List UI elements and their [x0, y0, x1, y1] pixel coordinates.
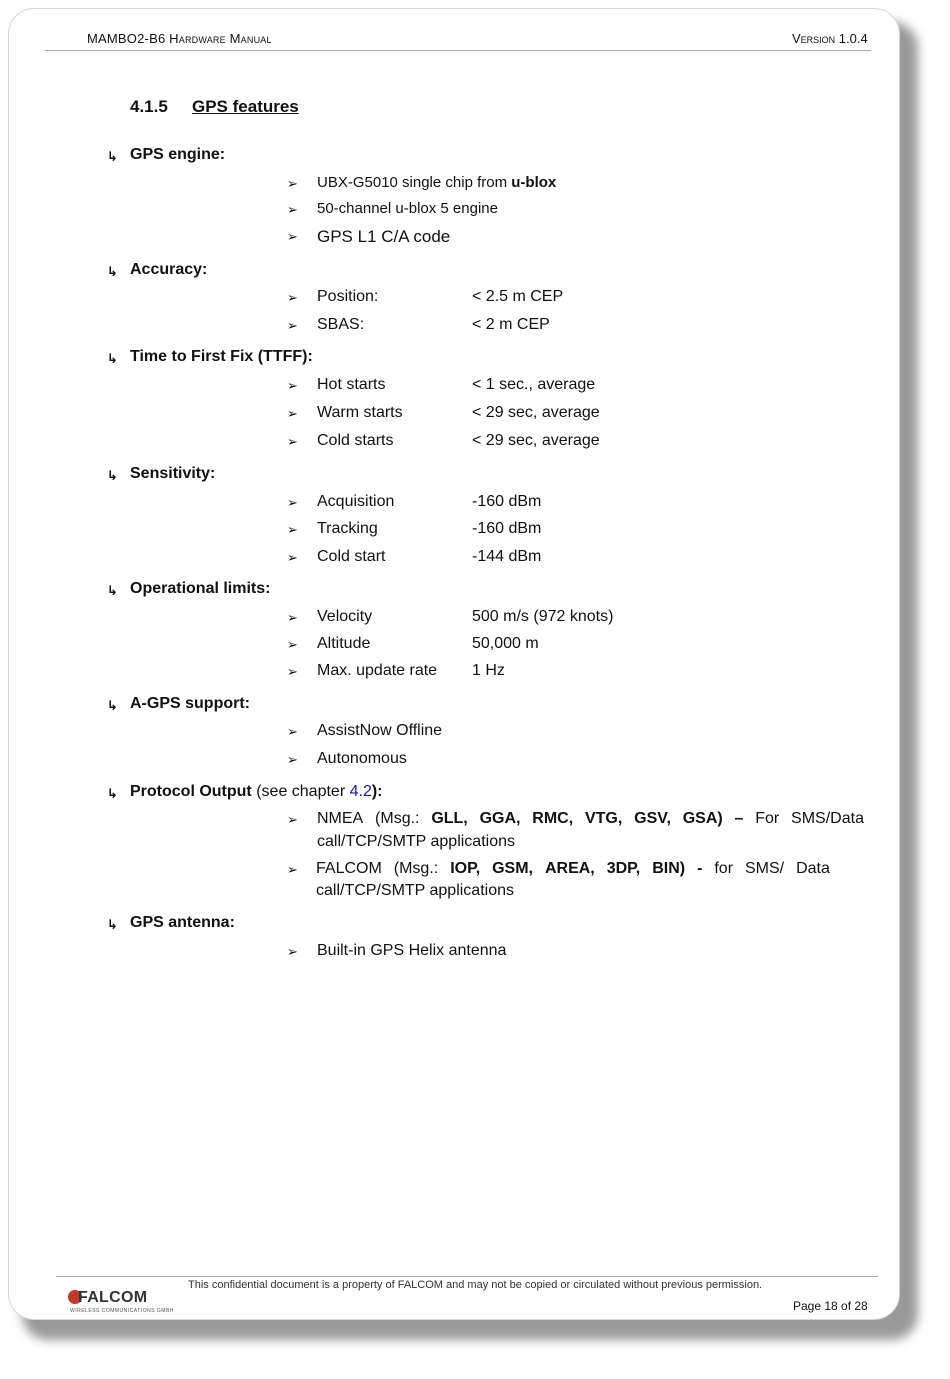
- pointing-hand-icon: ↳: [107, 351, 118, 366]
- list-item-value: -144 dBm: [472, 548, 542, 565]
- list-item-label: Hot starts: [317, 376, 386, 393]
- category-protocol-output: Protocol Output (see chapter 4.2):: [130, 783, 383, 800]
- list-item-label: Altitude: [317, 635, 371, 652]
- chapter-link[interactable]: 4.2: [349, 783, 372, 800]
- arrowhead-bullet-icon: ➢: [287, 637, 298, 652]
- category-ttff: Time to First Fix (TTFF):: [130, 348, 313, 365]
- arrowhead-bullet-icon: ➢: [287, 495, 298, 510]
- list-item: 50-channel u-blox 5 engine: [317, 200, 498, 217]
- running-header-version: Version 1.0.4: [792, 31, 868, 46]
- nmea-continuation: call/TCP/SMTP applications: [317, 833, 515, 850]
- list-item-label: Tracking: [317, 520, 378, 537]
- arrowhead-bullet-icon: ➢: [287, 229, 298, 244]
- list-item-label: Max. update rate: [317, 662, 438, 679]
- category-agps-support: A-GPS support:: [130, 695, 250, 712]
- list-item-value: 500 m/s (972 knots): [472, 608, 614, 625]
- list-item: GPS L1 C/A code: [317, 227, 451, 246]
- confidentiality-notice: This confidential document is a property of FALCOM and may not be copied or circulated without previous permission.: [188, 1279, 763, 1291]
- list-item-label: Velocity: [317, 608, 373, 625]
- list-item: Built-in GPS Helix antenna: [317, 942, 507, 959]
- arrowhead-bullet-icon: ➢: [287, 664, 298, 679]
- list-item-value: < 2.5 m CEP: [472, 288, 564, 305]
- arrowhead-bullet-icon: ➢: [287, 944, 298, 959]
- pointing-hand-icon: ↳: [107, 786, 118, 801]
- arrowhead-bullet-icon: ➢: [287, 752, 298, 767]
- section-title: GPS features: [192, 97, 299, 116]
- list-item-label: Acquisition: [317, 493, 395, 510]
- list-item-label: Warm starts: [317, 404, 403, 421]
- footer-divider: [56, 1276, 878, 1277]
- page-number: Page 18 of 28: [793, 1299, 868, 1313]
- section-number: 4.1.5: [130, 97, 168, 116]
- category-accuracy: Accuracy:: [130, 261, 208, 278]
- pointing-hand-icon: ↳: [107, 149, 118, 164]
- arrowhead-bullet-icon: ➢: [287, 610, 298, 625]
- category-gps-engine: GPS engine:: [130, 146, 226, 163]
- arrowhead-bullet-icon: ➢: [287, 378, 298, 393]
- list-item-value: -160 dBm: [472, 520, 542, 537]
- pointing-hand-icon: ↳: [107, 917, 118, 932]
- category-operational-limits: Operational limits:: [130, 580, 271, 597]
- list-item-label: Cold start: [317, 548, 386, 565]
- pointing-hand-icon: ↳: [107, 583, 118, 598]
- list-item-label: SBAS:: [317, 316, 365, 333]
- list-item-value: 1 Hz: [472, 662, 505, 679]
- arrowhead-bullet-icon: ➢: [287, 202, 298, 217]
- list-item-label: Position:: [317, 288, 379, 305]
- arrowhead-bullet-icon: ➢: [287, 862, 298, 877]
- logo-subtitle: WIRELESS COMMUNICATIONS GMBH: [70, 1308, 174, 1314]
- arrowhead-bullet-icon: ➢: [287, 290, 298, 305]
- list-item: Autonomous: [317, 750, 407, 767]
- header-divider: [45, 50, 871, 51]
- pointing-hand-icon: ↳: [107, 468, 118, 483]
- list-item-value: < 29 sec, average: [472, 432, 600, 449]
- list-item-value: < 29 sec, average: [472, 404, 600, 421]
- list-item-value: -160 dBm: [472, 493, 542, 510]
- falcom-line: FALCOM (Msg.: IOP, GSM, AREA, 3DP, BIN) - for SMS/ Data: [316, 860, 830, 877]
- pointing-hand-icon: ↳: [107, 264, 118, 279]
- list-item: UBX-G5010 single chip from u-blox: [317, 174, 557, 191]
- pointing-hand-icon: ↳: [107, 698, 118, 713]
- arrowhead-bullet-icon: ➢: [287, 522, 298, 537]
- arrowhead-bullet-icon: ➢: [287, 176, 298, 191]
- category-sensitivity: Sensitivity:: [130, 465, 216, 482]
- running-header-title: MAMBO2-B6 Hardware Manual: [87, 31, 272, 46]
- arrowhead-bullet-icon: ➢: [287, 434, 298, 449]
- arrowhead-bullet-icon: ➢: [287, 406, 298, 421]
- list-item-value: 50,000 m: [472, 635, 539, 652]
- falcom-logo: [56, 1288, 174, 1318]
- list-item-label: Cold starts: [317, 432, 394, 449]
- list-item: AssistNow Offline: [317, 722, 443, 739]
- nmea-line: NMEA (Msg.: GLL, GGA, RMC, VTG, GSV, GSA) – For SMS/Data: [317, 810, 864, 827]
- logo-text: FALCOM: [78, 1289, 148, 1306]
- arrowhead-bullet-icon: ➢: [287, 318, 298, 333]
- arrowhead-bullet-icon: ➢: [287, 724, 298, 739]
- category-gps-antenna: GPS antenna:: [130, 914, 235, 931]
- falcom-continuation: call/TCP/SMTP applications: [316, 882, 514, 899]
- arrowhead-bullet-icon: ➢: [287, 550, 298, 565]
- list-item-value: < 1 sec., average: [472, 376, 596, 393]
- arrowhead-bullet-icon: ➢: [287, 812, 298, 827]
- list-item-value: < 2 m CEP: [472, 316, 550, 333]
